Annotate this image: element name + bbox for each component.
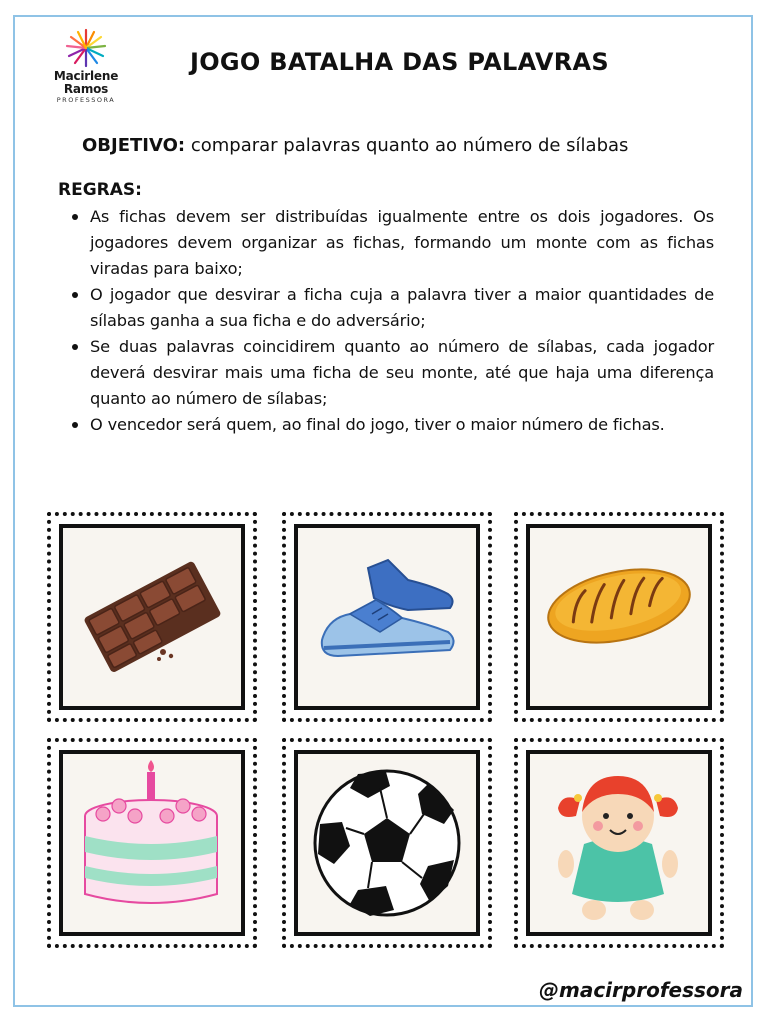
rule-item: Se duas palavras coincidirem quanto ao número de sílabas, cada jogador deverá desvirar mais uma ficha de seu monte, até que haja uma diferença quanto ao número de sílabas; bbox=[90, 334, 714, 412]
rule-item: As fichas devem ser distribuídas igualmente entre os dois jogadores. Os jogadores devem organizar as fichas, formando um monte com as fichas viradas para baixo; bbox=[90, 204, 714, 282]
card-cake bbox=[47, 738, 257, 948]
card-frame bbox=[59, 750, 245, 936]
rules-heading: REGRAS: bbox=[58, 180, 142, 200]
card-frame bbox=[294, 750, 480, 936]
card-soccer-ball bbox=[282, 738, 492, 948]
shoe-icon bbox=[298, 528, 476, 706]
rule-item: O jogador que desvirar a ficha cuja a palavra tiver a maior quantidades de sílabas ganha a sua ficha e do adversário; bbox=[90, 282, 714, 334]
card-doll bbox=[514, 738, 724, 948]
rule-item: O vencedor será quem, ao final do jogo, tiver o maior número de fichas. bbox=[90, 412, 714, 438]
card-frame bbox=[294, 524, 480, 710]
objective-text: comparar palavras quanto ao número de sílabas bbox=[190, 135, 629, 156]
logo bbox=[30, 28, 142, 104]
social-handle: @macirprofessora bbox=[538, 978, 743, 1002]
page-title: JOGO BATALHA DAS PALAVRAS bbox=[190, 48, 609, 76]
doll-icon bbox=[530, 754, 708, 932]
card-frame bbox=[59, 524, 245, 710]
bread-icon bbox=[530, 528, 708, 706]
card-frame bbox=[526, 750, 712, 936]
rules-section bbox=[58, 180, 714, 438]
cake-icon bbox=[63, 754, 241, 932]
card-bread bbox=[514, 512, 724, 722]
logo-subtitle: PROFESSORA bbox=[56, 96, 116, 104]
objective bbox=[82, 135, 702, 156]
chocolate-icon bbox=[63, 528, 241, 706]
logo-name: Macirlene Ramos bbox=[53, 69, 119, 96]
soccer-ball-icon bbox=[298, 754, 476, 932]
color-burst-icon bbox=[64, 28, 108, 68]
card-frame bbox=[526, 524, 712, 710]
card-chocolate bbox=[47, 512, 257, 722]
objective-label: OBJETIVO: bbox=[82, 135, 186, 156]
rules-list bbox=[58, 204, 714, 438]
card-shoe bbox=[282, 512, 492, 722]
